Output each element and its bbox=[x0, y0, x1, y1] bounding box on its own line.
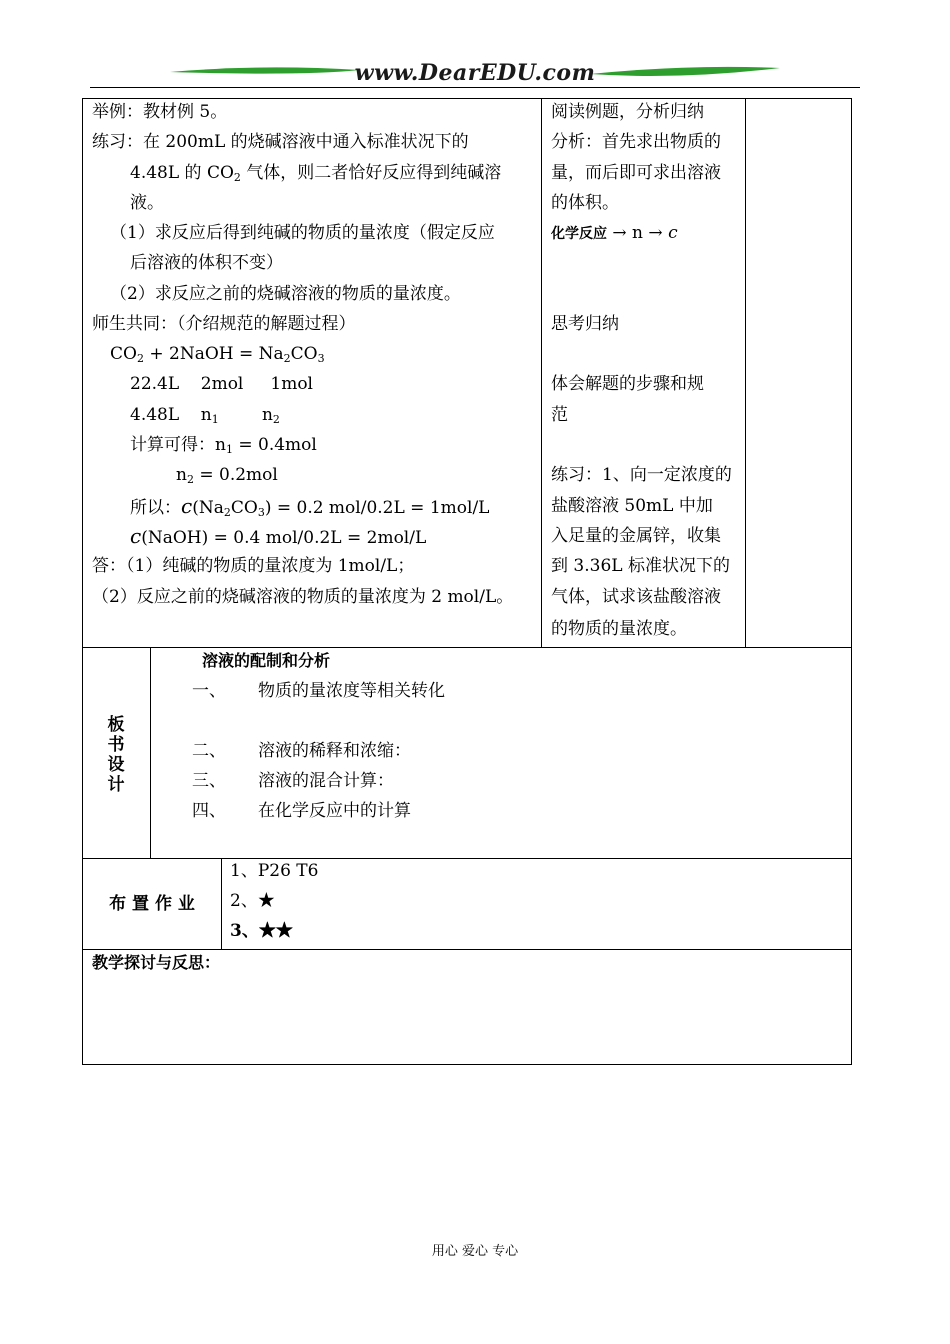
mid-line-7: 体会解题的步骤和规 bbox=[551, 374, 704, 394]
equation: $CO_2$ + 2NaOH = $Na_2CO_3$ bbox=[110, 344, 325, 365]
calc-line-2: $n_2 = 0.2mol$ bbox=[176, 465, 278, 486]
site-name[interactable]: www.DearEDU.com bbox=[354, 60, 596, 86]
board-item-2: 溶液的稀释和浓缩： bbox=[258, 741, 411, 761]
example-line: 举例：教材例 5。 bbox=[92, 102, 228, 122]
mid-line-1: 阅读例题，分析归纳 bbox=[551, 102, 704, 122]
board-item-num-2: 二、 bbox=[192, 741, 226, 761]
reflection-label: 教学探讨与反思： bbox=[92, 953, 221, 972]
homework-label: 布 置 作 业 bbox=[109, 894, 195, 914]
right-cell bbox=[745, 98, 852, 648]
mid-line-10: 盐酸溶液 50mL 中加 bbox=[551, 496, 713, 516]
board-item-num-3: 三、 bbox=[192, 771, 226, 791]
reaction-flow: 化学反应 → n → c bbox=[551, 223, 678, 243]
board-item-num-1: 一、 bbox=[192, 681, 226, 701]
question-1-cont: 后溶液的体积不变） bbox=[130, 253, 283, 273]
mid-line-4: 的体积。 bbox=[551, 193, 619, 213]
mid-line-13: 气体，试求该盐酸溶液 bbox=[551, 587, 721, 607]
calc-line-1: 计算可得：$n_1 = 0.4mol$ bbox=[130, 435, 317, 456]
board-label: 板 书 设 计 bbox=[107, 715, 125, 795]
header-rule bbox=[90, 87, 860, 88]
page-footer: 用心 爱心 专心 bbox=[431, 1244, 519, 1259]
result-line-2: c(NaOH) = 0.4 mol/0.2L = 2mol/L bbox=[130, 524, 427, 548]
exercise-line: 练习：在 200mL 的烧碱溶液中通入标准状况下的 bbox=[92, 132, 469, 152]
mid-line-14: 的物质的量浓度。 bbox=[551, 619, 687, 639]
site-header bbox=[90, 58, 860, 90]
homework-item-3: 3、★★ bbox=[230, 921, 293, 941]
mid-line-9: 练习：1、向一定浓度的 bbox=[551, 465, 732, 485]
board-item-1: 物质的量浓度等相关转化 bbox=[258, 681, 445, 701]
answer-1: 答：（1）纯碱的物质的量浓度为 1mol/L； bbox=[92, 556, 415, 576]
question-2: （2）求反应之前的烧碱溶液的物质的量浓度。 bbox=[110, 284, 461, 304]
mid-line-3: 量，而后即可求出溶液 bbox=[551, 163, 721, 183]
ratio-line-1: 22.4L 2mol 1mol bbox=[130, 374, 313, 394]
mid-line-6: 思考归纳 bbox=[551, 314, 619, 334]
mid-line-11: 入足量的金属锌，收集 bbox=[551, 526, 721, 546]
answer-2: （2）反应之前的烧碱溶液的物质的量浓度为 2 mol/L。 bbox=[92, 587, 514, 607]
result-line-1: 所以：$c(Na_2CO_3) = 0.2$ mol/0.2L = 1mol/L bbox=[130, 494, 490, 519]
solution-intro: 师生共同：（介绍规范的解题过程） bbox=[92, 314, 356, 334]
mid-line-8: 范 bbox=[551, 405, 568, 425]
board-item-num-4: 四、 bbox=[192, 801, 226, 821]
question-1: （1）求反应后得到纯碱的物质的量浓度（假定反应 bbox=[110, 223, 495, 243]
exercise-line-2: 4.48L 的 $CO_2$ 气体，则二者恰好反应得到纯碱溶 bbox=[130, 163, 502, 184]
board-content-cell bbox=[150, 647, 852, 859]
ratio-line-2: 4.48L $n_1$ $n_2$ bbox=[130, 405, 280, 426]
board-title: 溶液的配制和分析 bbox=[202, 651, 331, 670]
mid-line-12: 到 3.36L 标准状况下的 bbox=[551, 556, 730, 576]
homework-item-1: 1、P26 T6 bbox=[230, 861, 319, 881]
board-item-4: 在化学反应中的计算 bbox=[258, 801, 411, 821]
mid-line-2: 分析：首先求出物质的 bbox=[551, 132, 721, 152]
homework-item-2: 2、★ bbox=[230, 891, 275, 911]
board-item-3: 溶液的混合计算： bbox=[258, 771, 394, 791]
exercise-line-3: 液。 bbox=[130, 193, 164, 213]
